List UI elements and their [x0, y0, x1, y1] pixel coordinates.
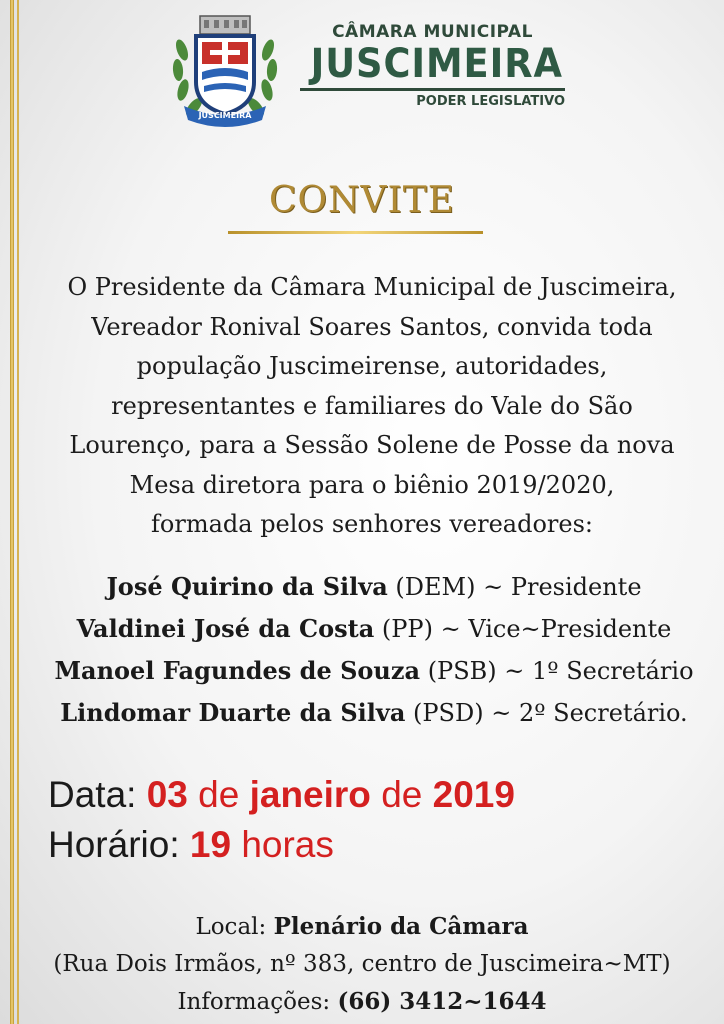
header [166, 10, 566, 130]
footer [0, 908, 724, 1021]
body-line: representantes e familiares do Vale do São [111, 391, 633, 420]
member-name: Manoel Fagundes de Souza [54, 656, 421, 685]
member-row [24, 650, 724, 692]
info-label: Informações: [177, 989, 331, 1015]
date-label: Data: [48, 774, 137, 815]
date-year: 2019 [432, 774, 515, 815]
member-row [24, 608, 724, 650]
body-line: Lourenço, para a Sessão Solene de Posse da nova [69, 431, 675, 459]
local-label: Local: [195, 914, 267, 940]
date-of: de [381, 774, 423, 815]
member-name: José Quirino da Silva [106, 572, 388, 601]
member-role: ~ Presidente [483, 573, 642, 601]
body-line: Vereador Ronival Soares Santos, convida toda [91, 312, 653, 341]
date-month: janeiro [249, 774, 371, 815]
invitation-text [30, 268, 714, 545]
brand-divider [300, 88, 565, 91]
body-line: O Presidente da Câmara Municipal de Juscimeira, [67, 273, 677, 301]
member-name: Lindomar Duarte da Silva [60, 698, 406, 727]
page-title: CONVITE [268, 180, 456, 221]
member-role: ~ Vice~Presidente [440, 615, 672, 643]
body-line: formada pelos senhores vereadores: [151, 510, 593, 538]
member-row [24, 692, 724, 734]
member-party: (PSD) [413, 699, 484, 727]
date-of: de [198, 774, 240, 815]
body-line: Mesa diretora para o biênio 2019/2020, [129, 470, 615, 499]
event-details [48, 770, 515, 870]
org-sub-label: PODER LEGISLATIVO [416, 94, 565, 109]
brand-block [300, 22, 565, 109]
event-time [48, 820, 515, 870]
gold-border-left [10, 0, 14, 1024]
member-party: (DEM) [395, 573, 476, 601]
location-line [0, 908, 724, 946]
member-party: (PSB) [427, 657, 497, 685]
member-role: ~ 1º Secretário [504, 657, 694, 685]
time-label: Horário: [48, 824, 180, 865]
date-day: 03 [146, 774, 188, 815]
board-members-list [24, 566, 724, 734]
title-underline [228, 231, 483, 234]
org-top-label: CÂMARA MUNICIPAL [332, 22, 533, 42]
gold-border-left-thin [17, 0, 19, 1024]
time-unit: horas [241, 824, 334, 865]
event-date [48, 770, 515, 820]
address-line: (Rua Dois Irmãos, nº 383, centro de Juscimeira~MT) [53, 951, 671, 977]
local-value: Plenário da Câmara [273, 913, 529, 940]
municipal-crest-logo [166, 10, 284, 128]
member-role: ~ 2º Secretário. [491, 699, 688, 727]
member-party: (PP) [381, 615, 433, 643]
info-line [0, 983, 724, 1021]
member-row [24, 566, 724, 608]
member-name: Valdinei José da Costa [76, 614, 375, 643]
info-phone: (66) 3412~1644 [337, 988, 547, 1015]
org-name: JUSCIMEIRA [310, 41, 563, 87]
crest-ribbon-text: JUSCIMEIRA [198, 111, 252, 120]
time-value: 19 [189, 824, 232, 865]
body-line: população Juscimeirense, autoridades, [136, 352, 608, 380]
